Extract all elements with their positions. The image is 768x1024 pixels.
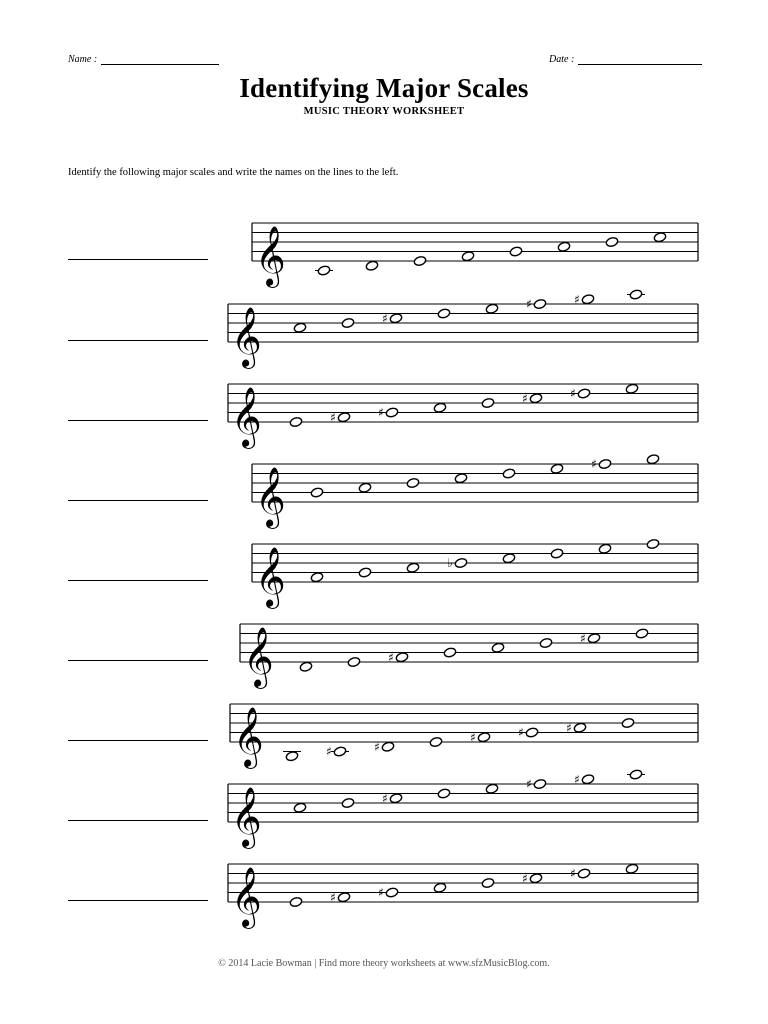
whole-note — [293, 802, 307, 813]
whole-note — [529, 393, 543, 404]
whole-note — [502, 553, 516, 564]
whole-note — [285, 751, 299, 762]
sharp-icon: ♯ — [378, 405, 384, 420]
whole-note — [454, 473, 468, 484]
whole-note — [577, 868, 591, 879]
treble-clef-icon: 𝄞 — [243, 627, 274, 687]
sharp-icon: ♯ — [326, 744, 332, 759]
whole-note — [389, 793, 403, 804]
date-label: Date : — [549, 54, 575, 65]
whole-note — [433, 882, 447, 893]
whole-note — [581, 774, 595, 785]
page-title: Identifying Major Scales — [239, 73, 529, 103]
whole-note — [365, 260, 379, 271]
whole-note — [385, 407, 399, 418]
name-label: Name : — [68, 54, 98, 65]
whole-note — [429, 736, 443, 747]
whole-note — [461, 251, 475, 262]
whole-note — [454, 557, 468, 568]
scale-staff-3 — [228, 383, 698, 449]
sharp-icon: ♯ — [382, 791, 388, 806]
whole-note — [289, 896, 303, 907]
whole-note — [533, 778, 547, 789]
sharp-icon: ♯ — [522, 391, 528, 406]
whole-note — [347, 656, 361, 667]
whole-note — [635, 628, 649, 639]
whole-note — [573, 722, 587, 733]
page-subtitle: MUSIC THEORY WORKSHEET — [303, 106, 465, 117]
scale-staff-8 — [228, 769, 698, 849]
whole-note — [525, 727, 539, 738]
whole-note — [509, 246, 523, 257]
whole-note — [413, 255, 427, 266]
whole-note — [581, 294, 595, 305]
whole-note — [477, 732, 491, 743]
whole-note — [317, 265, 331, 276]
whole-note — [406, 477, 420, 488]
whole-note — [533, 298, 547, 309]
sharp-icon: ♯ — [526, 297, 532, 311]
whole-note — [289, 416, 303, 427]
whole-note — [646, 538, 660, 549]
whole-note — [529, 873, 543, 884]
sharp-icon: ♯ — [570, 386, 576, 401]
sharp-icon: ♯ — [378, 885, 384, 900]
sharp-icon: ♯ — [388, 650, 394, 665]
treble-clef-icon: 𝄞 — [255, 226, 286, 286]
treble-clef-icon: 𝄞 — [231, 867, 262, 927]
whole-note — [337, 892, 351, 903]
whole-note — [481, 397, 495, 408]
whole-note — [437, 788, 451, 799]
whole-note — [433, 402, 447, 413]
whole-note — [310, 572, 324, 583]
scale-staff-7 — [230, 704, 698, 769]
whole-note — [653, 232, 667, 243]
whole-note — [293, 322, 307, 333]
whole-note — [485, 783, 499, 794]
whole-note — [605, 236, 619, 247]
sharp-icon: ♯ — [591, 457, 597, 471]
sharp-icon: ♯ — [330, 410, 336, 425]
treble-clef-icon: 𝄞 — [233, 707, 264, 767]
whole-note — [625, 383, 639, 394]
whole-note — [557, 241, 571, 252]
scale-staff-9 — [228, 863, 698, 929]
whole-note — [299, 661, 313, 672]
whole-note — [539, 637, 553, 648]
sharp-icon: ♯ — [374, 739, 380, 754]
whole-note — [621, 717, 635, 728]
whole-note — [358, 482, 372, 493]
treble-clef-icon: 𝄞 — [231, 387, 262, 447]
whole-note — [358, 567, 372, 578]
sharp-icon: ♯ — [470, 730, 476, 745]
whole-note — [406, 562, 420, 573]
sharp-icon: ♯ — [580, 631, 586, 646]
flat-icon: ♭ — [447, 556, 453, 570]
whole-note — [341, 317, 355, 328]
whole-note — [443, 647, 457, 658]
sharp-icon: ♯ — [526, 777, 532, 791]
sharp-icon: ♯ — [566, 720, 572, 735]
treble-clef-icon: 𝄞 — [255, 547, 286, 607]
sharp-icon: ♯ — [522, 871, 528, 886]
whole-note — [485, 303, 499, 314]
treble-clef-icon: 𝄞 — [255, 467, 286, 527]
whole-note — [395, 652, 409, 663]
whole-note — [587, 633, 601, 644]
whole-note — [550, 463, 564, 474]
scale-staff-2 — [228, 289, 698, 369]
whole-note — [341, 797, 355, 808]
whole-note — [577, 388, 591, 399]
whole-note — [625, 863, 639, 874]
sharp-icon: ♯ — [518, 725, 524, 740]
whole-note — [381, 741, 395, 752]
sharp-icon: ♯ — [574, 292, 580, 307]
treble-clef-icon: 𝄞 — [231, 307, 262, 367]
whole-note — [389, 313, 403, 324]
sharp-icon: ♯ — [382, 311, 388, 326]
whole-note — [629, 289, 643, 300]
whole-note — [337, 412, 351, 423]
whole-note — [310, 487, 324, 498]
footer-credit: © 2014 Lacie Bowman | Find more theory worksheets at www.sfzMusicBlog.com. — [218, 958, 550, 969]
treble-clef-icon: 𝄞 — [231, 787, 262, 847]
whole-note — [491, 642, 505, 653]
scale-staff-4 — [252, 454, 698, 529]
sharp-icon: ♯ — [570, 866, 576, 881]
scale-staff-1 — [252, 223, 698, 288]
whole-note — [629, 769, 643, 780]
scale-staff-6 — [240, 624, 698, 689]
whole-note — [385, 887, 399, 898]
whole-note — [333, 746, 347, 757]
whole-note — [437, 308, 451, 319]
whole-note — [598, 458, 612, 469]
whole-note — [646, 454, 660, 465]
scale-staff-5 — [252, 538, 698, 609]
sharp-icon: ♯ — [330, 890, 336, 905]
instructions-text: Identify the following major scales and write the names on the lines to the left. — [68, 167, 399, 178]
sharp-icon: ♯ — [574, 772, 580, 787]
whole-note — [598, 543, 612, 554]
whole-note — [502, 468, 516, 479]
whole-note — [550, 548, 564, 559]
whole-note — [481, 877, 495, 888]
